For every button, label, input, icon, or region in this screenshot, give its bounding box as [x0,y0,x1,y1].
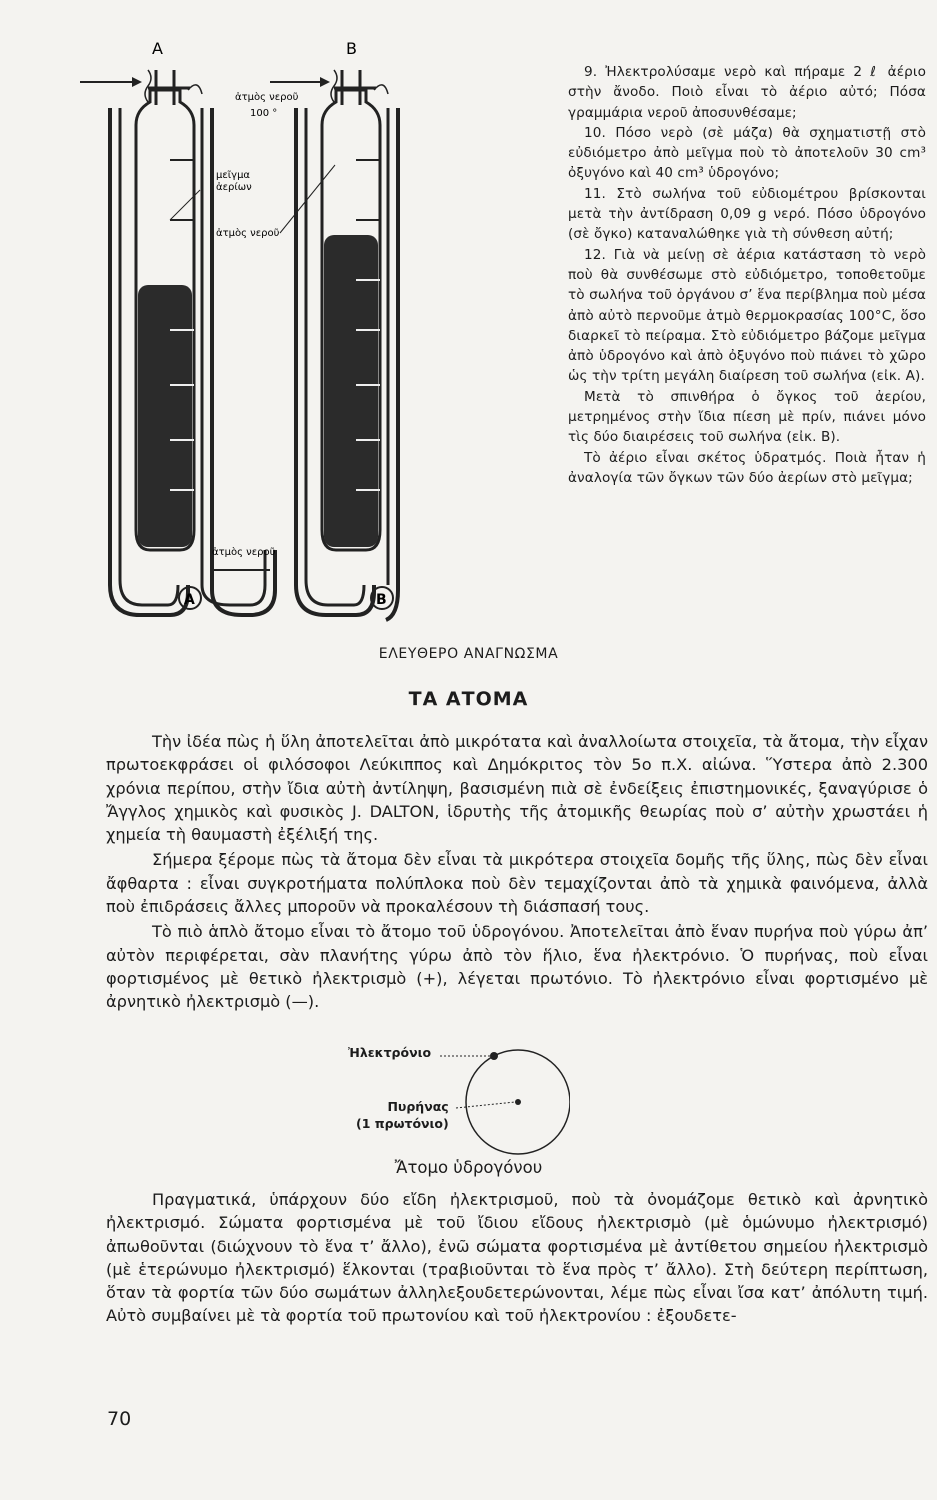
page-number: 70 [107,1408,132,1430]
electron-dot [490,1052,498,1060]
paragraph-2: Σήμερα ξέρομε πὼς τὰ ἄτομα δὲν εἶναι τὰ μικρότερα στοιχεῖα δομῆς τῆς ὕλης, πὼς δὲν εἶναι ἄφθαρτα : εἶναι συγκροτήματα πολύπλοκα ποὺ δὲν τεμαχίζονται ἀπὸ τὰ χημικὰ φαινόμενα, ἀλλὰ ποὺ ἐπιδράσεις ἄλλες μποροῦν νὰ προκαλέσουν τὴ διάσπασή τους. [106,850,928,917]
paragraph-3: Τὸ πιὸ ἁπλὸ ἄτομο εἶναι τὸ ἄτομο τοῦ ὑδρογόνου. Ἀποτελεῖται ἀπὸ ἕναν πυρήνα ποὺ γύρω ἀπ’ αὐτὸν περιφέρεται, σὰν πλανήτης γύρω ἀπὸ τὸν ἥλιο, ἕνα ἠλεκτρόνιο. Ὁ πυρήνας, ποὺ εἶναι φορτισμένος μὲ θετικὸ ἠλεκτρισμὸ (+), λέγεται πρωτόνιο. Τὸ ἠλεκτρόνιο εἶναι φορτισμένο μὲ ἀρνητικὸ ἠλεκτρισμὸ (—). [106,922,928,1012]
circle-label-a: A [184,592,195,608]
hydrogen-atom-diagram [440,1040,570,1160]
eudiometer-b [270,70,398,620]
nucleus-label-line2: (1 πρωτόνιο) [356,1116,449,1131]
section-title: ΤΑ ΑΤΟΜΑ [408,688,529,710]
atom-caption: Ἄτομο ὑδρογόνου [394,1158,543,1177]
body-paragraphs-top [106,730,928,1016]
eudiometer-figure [70,30,410,630]
label-steam-mid: ἀτμὸς νεροῦ [216,228,280,239]
label-steam-bottom: ἀτμὸς νεροῦ [212,547,276,558]
exercise-list [568,62,926,488]
body-paragraphs-bottom [106,1188,928,1330]
paragraph-1: Τὴν ἰδέα πὼς ἡ ὕλη ἀποτελεῖται ἀπὸ μικρότατα καὶ ἀναλλοίωτα στοιχεῖα, τὰ ἄτομα, τὴν εἶχαν πρωτοεκφράσει οἱ φιλόσοφοι Λεύκιππος καὶ Δημόκριτος τὸν 5ο π.Χ. αἰώνα. Ὕστερα ἀπὸ 2.300 χρόνια περίπου, στὴν ἴδια αὐτὴ ἀντίληψη, βασισμένη πιὰ σὲ ἐνδείξεις ἐπιστημονικές, ξαναγύρισε ὁ Ἄγγλος χημικὸς καὶ φυσικὸς J. DALTON, ἱδρυτὴς τῆς ἀτομικῆς θεωρίας ποὺ σ’ αὐτὴν χρωστάει ἡ χημεία τὴ θαυμαστὴ ἐξέλιξή της. [106,732,928,845]
exercise-12: 12. Γιὰ νὰ μείνῃ σὲ ἀέρια κατάσταση τὸ νερὸ ποὺ θὰ συνθέσωμε στὸ εὐδιόμετρο, τοποθετοῦμε τὸ σωλήνα τοῦ ὀργάνου σ’ ἕνα περίβλημα ποὺ μέσα ἀπὸ αὐτὸ περνοῦμε ἀτμὸ θερμοκρασίας 100°C, ὅσο διαρκεῖ τὸ πείραμα. Στὸ εὐδιόμετρο βάζομε μεῖγμα ἀπὸ ὑδρογόνο καὶ ἀπὸ ὀξυγόνο ποὺ πιάνει τὸ χῶρο ὡς τὴν τρίτη μεγάλη διαίρεση τοῦ σωλήνα (εἰκ. Α). [568,246,926,385]
section-label: ΕΛΕΥΘΕΡΟ ΑΝΑΓΝΩΣΜΑ [378,646,559,662]
eudiometer-a [80,70,278,615]
exercise-12-continued: Μετὰ τὸ σπινθήρα ὁ ὄγκος τοῦ ἀερίου, μετρημένος στὴν ἴδια πίεση μὲ πρίν, πιάνει μόνο τὶς δύο διαιρέσεις τοῦ σωλήνα (εἰκ. Β). [568,388,926,446]
electron-label: Ἠλεκτρόνιο [348,1045,432,1060]
paragraph-4: Πραγματικά, ὑπάρχουν δύο εἴδη ἠλεκτρισμοῦ, ποὺ τὰ ὀνομάζομε θετικὸ καὶ ἀρνητικὸ ἠλεκτρισμό. Σώματα φορτισμένα μὲ τοῦ ἴδιου εἴδους ἠλεκτρισμὸ (μὲ ὁμώνυμο ἠλεκτρισμό) ἀπωθοῦνται (διώχνουν τὸ ἕνα τ’ ἄλλο), ἐνῶ σώματα φορτισμένα μὲ ἀντίθετου σημείου ἠλεκτρισμὸ (μὲ ἑτερώνυμο ἠλεκτρισμό) ἕλκονται (τραβιοῦνται τὸ ἕνα πρὸς τ’ ἄλλο). Στὴ δεύτερη περίπτωση, ὅταν τὰ φορτία τῶν δύο σωμάτων ἀλληλεξουδετερώνονται, λέμε πὼς εἶναι ἴσα κατ’ ἀπόλυτη τιμή. Αὐτὸ συμβαίνει μὲ τὰ φορτία τοῦ πρωτονίου καὶ τοῦ ἠλεκτρονίου : ἐξουδετε- [106,1190,928,1326]
label-gas-mixture-1: μεῖγμα [216,170,251,181]
nucleus-label [356,1098,449,1132]
figure-label-a: A [152,39,163,58]
label-temperature: 100 ° [250,108,278,119]
circle-label-b: B [376,592,387,608]
exercise-10: 10. Πόσο νερὸ (σὲ μάζα) θὰ σχηματιστῇ στὸ εὐδιόμετρο ἀπὸ μεῖγμα ποὺ τὸ ἀποτελοῦν 30 cm³ ὀξυγόνο καὶ 40 cm³ ὑδρογόνο; [568,124,926,182]
label-steam-top: ἀτμὸς νεροῦ [235,92,299,103]
figure-label-b: B [346,39,357,58]
exercise-9: 9. Ἠλεκτρολύσαμε νερὸ καὶ πήραμε 2 ℓ ἀέριο στὴν ἄνοδο. Ποιὸ εἶναι τὸ ἀέριο αὐτό; Πόσα γραμμάρια νεροῦ ἀποσυνθέσαμε; [568,64,926,121]
exercise-11: 11. Στὸ σωλήνα τοῦ εὐδιομέτρου βρίσκονται μετὰ τὴν ἀντίδραση 0,09 g νερό. Πόσο ὑδρογόνο (σὲ ὄγκο) καταναλώθηκε γιὰ τὴ σύνθεση αὐτή; [568,185,926,243]
label-gas-mixture-2: ἀερίων [216,182,252,193]
nucleus-label-line1: Πυρήνας [387,1099,449,1114]
exercise-12-question: Τὸ ἀέριο εἶναι σκέτος ὑδρατμός. Ποιὰ ἦταν ἡ ἀναλογία τῶν ὄγκων τῶν δύο ἀερίων στὸ μεῖγμα; [568,449,926,486]
nucleus-dot [515,1099,521,1105]
